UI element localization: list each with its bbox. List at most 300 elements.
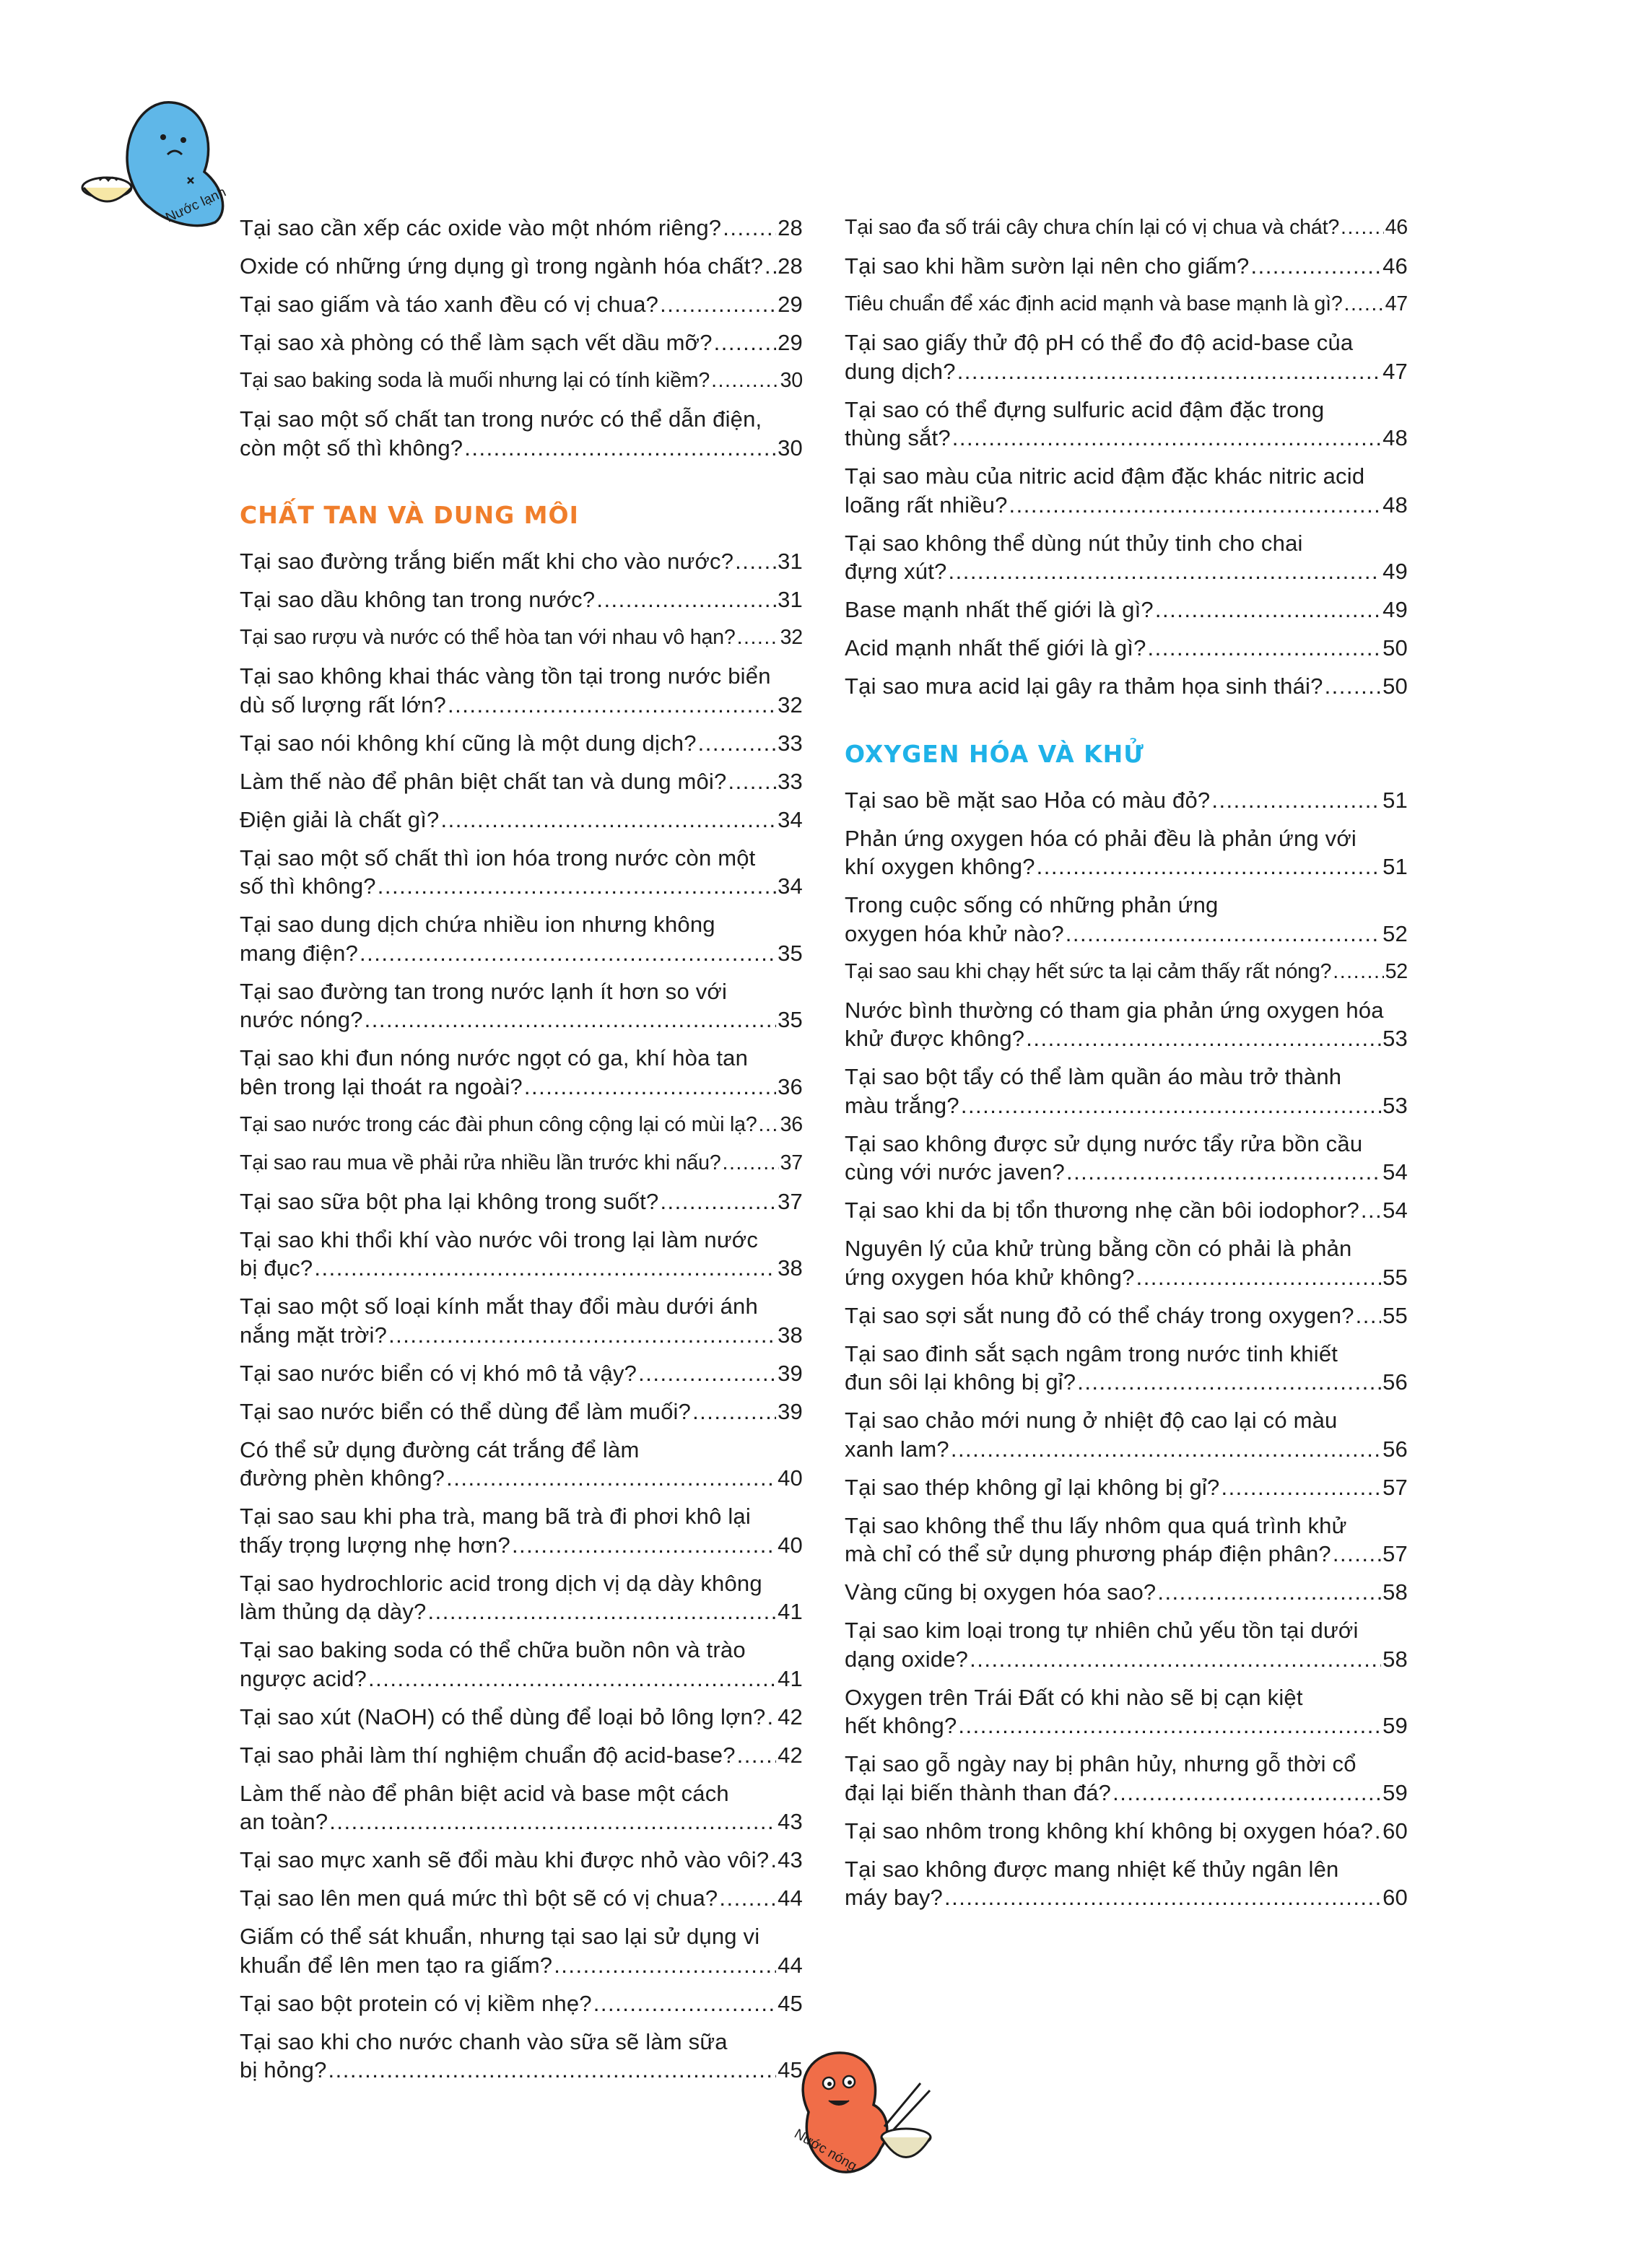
toc-entry-line: Tại sao màu của nitric acid đậm đặc khác nitric acid: [845, 463, 1365, 489]
dot-leader: [958, 1711, 1381, 1740]
page-number: 32: [778, 692, 803, 718]
dot-leader: [427, 1597, 776, 1626]
toc-entry-title: khử được không?: [845, 1026, 1025, 1051]
toc-entry-title: Tại sao bột protein có vị kiềm nhẹ?: [240, 1990, 592, 2016]
dot-leader: [328, 2056, 777, 2085]
page-number: 51: [1382, 787, 1408, 813]
toc-entry: [845, 1683, 1408, 1740]
toc-entry-last-line: [240, 328, 803, 357]
dot-leader: [329, 1807, 776, 1836]
page-number: 36: [780, 1112, 803, 1136]
toc-entry-last-line: [240, 1531, 803, 1560]
toc-entry-last-line: [240, 1884, 803, 1913]
dot-leader: [957, 357, 1381, 386]
toc-entry: [240, 1397, 803, 1426]
page-number: 38: [778, 1255, 803, 1281]
page-number: 39: [778, 1360, 803, 1386]
dot-leader: [952, 424, 1381, 453]
toc-entry-title: xanh lam?: [845, 1436, 949, 1462]
toc-entry-line: Tại sao không được mang nhiệt kế thủy ngân lên: [845, 1856, 1339, 1882]
toc-entry-title: Tại sao đa số trái cây chưa chín lại có vị chua và chát?: [845, 216, 1340, 239]
toc-entry-title: số thì không?: [240, 873, 376, 899]
toc-entry-line: Tại sao kim loại trong tự nhiên chủ yếu tồn tại dưới: [845, 1618, 1359, 1643]
page-number: 40: [778, 1532, 803, 1558]
dot-leader: [1361, 1196, 1381, 1225]
toc-entry: [240, 1502, 803, 1559]
dot-leader: [770, 1846, 776, 1875]
page-number: 45: [778, 2057, 803, 2082]
dot-leader: [1250, 252, 1381, 281]
toc-entry-title: Tại sao thép không gỉ lại không bị gỉ?: [845, 1474, 1220, 1500]
toc-entry-title: nắng mặt trời?: [240, 1322, 388, 1348]
page-number: 42: [778, 1742, 803, 1768]
toc-entry-title: cùng với nước javen?: [845, 1159, 1065, 1185]
page-number: 43: [778, 1809, 803, 1834]
page-number: 58: [1382, 1646, 1408, 1672]
dot-leader: [1009, 491, 1382, 520]
page-number: 49: [1382, 559, 1408, 584]
toc-entry-last-line: [240, 1397, 803, 1426]
toc-entry: [240, 405, 803, 462]
toc-entry: [845, 1130, 1408, 1187]
toc-entry-title: Vàng cũng bị oxygen hóa sao?: [845, 1579, 1157, 1605]
page-number: 49: [1382, 597, 1408, 622]
toc-entry-last-line: [240, 1951, 803, 1980]
dot-leader: [1221, 1473, 1381, 1502]
section-title-solutes: CHẤT TAN VÀ DUNG MÔI: [240, 501, 579, 529]
page-number: 33: [778, 730, 803, 756]
toc-entry-line: Tại sao đường tan trong nước lạnh ít hơn so với: [240, 978, 728, 1004]
toc-entry-last-line: [845, 958, 1408, 987]
page-number: 53: [1382, 1092, 1408, 1118]
toc-entry-title: nước nóng?: [240, 1007, 363, 1032]
dot-leader: [951, 1435, 1381, 1464]
toc-entry-last-line: [845, 1196, 1408, 1225]
toc-entry: [240, 1989, 803, 2018]
page-number: 53: [1382, 1026, 1408, 1051]
toc-entry-last-line: [845, 290, 1408, 319]
toc-entry-last-line: [240, 1321, 803, 1350]
toc-entry-last-line: [240, 1149, 803, 1178]
dot-leader: [388, 1321, 776, 1350]
dot-leader: [378, 872, 776, 901]
toc-entry-last-line: [845, 1368, 1408, 1397]
dot-leader: [448, 691, 776, 720]
toc-entry-title: Tại sao nói không khí cũng là một dung dịch?: [240, 730, 697, 756]
toc-entry-last-line: [845, 1817, 1408, 1846]
page-number: 59: [1382, 1713, 1408, 1738]
toc-entry-last-line: [240, 585, 803, 614]
page-number: 57: [1382, 1541, 1408, 1566]
toc-entry-last-line: [240, 252, 803, 281]
toc-entry-line: Tại sao không thể dùng nút thủy tinh cho chai: [845, 530, 1303, 556]
toc-entry-last-line: [240, 434, 803, 463]
dot-leader: [1211, 786, 1381, 815]
page-number: 34: [778, 873, 803, 899]
dot-leader: [944, 1883, 1381, 1912]
toc-entry-last-line: [240, 1703, 803, 1732]
toc-entry: [845, 328, 1408, 385]
toc-entry-last-line: [240, 806, 803, 834]
page-number: 52: [1385, 959, 1408, 983]
toc-entry-line: Tại sao khi cho nước chanh vào sữa sẽ làm sữa: [240, 2028, 728, 2054]
page-number: 44: [778, 1885, 803, 1911]
toc-entry-title: máy bay?: [845, 1885, 943, 1910]
page-number: 30: [780, 369, 803, 392]
page-number: 55: [1382, 1302, 1408, 1328]
toc-left-column: [240, 214, 803, 2094]
toc-entry-line: Tại sao đinh sắt sạch ngâm trong nước tinh khiết: [845, 1340, 1338, 1366]
toc-entry-line: Tại sao giấy thử độ pH có thể đo độ acid-base của: [845, 330, 1354, 355]
toc-entry-last-line: [240, 729, 803, 758]
toc-entry-line: Phản ứng oxygen hóa có phải đều là phản ứng với: [845, 825, 1357, 851]
dot-leader: [596, 585, 776, 614]
page-number: 34: [778, 806, 803, 832]
page-number: 58: [1382, 1579, 1408, 1605]
toc-entry: [240, 844, 803, 901]
toc-entry: [845, 1301, 1408, 1330]
toc-entry-last-line: [240, 1741, 803, 1770]
toc-entry-last-line: [240, 872, 803, 901]
toc-entry: [240, 1187, 803, 1216]
dot-leader: [698, 729, 776, 758]
toc-entry: [845, 786, 1408, 815]
toc-entry-last-line: [240, 367, 803, 396]
dot-leader: [446, 1464, 776, 1493]
toc-entry: [240, 1111, 803, 1140]
toc-entry-title: Tại sao mưa acid lại gây ra thảm họa sinh thái?: [845, 673, 1323, 699]
toc-entry-line: Tại sao không khai thác vàng tồn tại trong nước biển: [240, 663, 771, 689]
toc-entry-line: Giấm có thể sát khuẩn, nhưng tại sao lại sử dụng vi: [240, 1924, 760, 1949]
toc-entry-title: Base mạnh nhất thế giới là gì?: [845, 597, 1154, 622]
toc-entry-line: Trong cuộc sống có những phản ứng: [845, 892, 1219, 917]
toc-entry: [845, 958, 1408, 987]
dot-leader: [961, 1091, 1381, 1120]
toc-entry: [240, 547, 803, 576]
page-number: 37: [778, 1188, 803, 1214]
toc-entry-last-line: [240, 1111, 803, 1140]
toc-entry-title: Tiêu chuẩn để xác định acid mạnh và base mạnh là gì?: [845, 292, 1343, 315]
page-number: 44: [778, 1952, 803, 1978]
toc-entry: [845, 1750, 1408, 1807]
toc-entry: [240, 1359, 803, 1388]
cold-water-label: Nước lạnh: [163, 184, 229, 226]
toc-entry-last-line: [240, 1807, 803, 1836]
toc-entry-title: làm thủng dạ dày?: [240, 1599, 427, 1624]
toc-entry-last-line: [240, 1989, 803, 2018]
toc-entry: [845, 1616, 1408, 1673]
toc-entry-last-line: [845, 1645, 1408, 1674]
page-number: 60: [1382, 1818, 1408, 1844]
toc-entry: [240, 1846, 803, 1875]
toc-entry-last-line: [845, 1711, 1408, 1740]
toc-entry-last-line: [845, 1473, 1408, 1502]
toc-entry-title: đường phèn không?: [240, 1465, 445, 1491]
toc-entry: [845, 1512, 1408, 1569]
toc-entry: [240, 1636, 803, 1693]
toc-entry: [240, 1569, 803, 1626]
dot-leader: [660, 290, 776, 319]
toc-entry-title: Tại sao sợi sắt nung đỏ có thể cháy trong oxygen?: [845, 1302, 1354, 1328]
page-number: 55: [1382, 1264, 1408, 1290]
toc-entry: [845, 596, 1408, 624]
dot-leader: [767, 1703, 776, 1732]
toc-entry-title: khuẩn để lên men tạo ra giấm?: [240, 1952, 553, 1978]
dot-leader: [1344, 290, 1384, 319]
toc-entry: [845, 1063, 1408, 1120]
toc-entry-line: Tại sao khi đun nóng nước ngọt có ga, khí hòa tan: [240, 1045, 749, 1070]
page-number: 35: [778, 1007, 803, 1032]
toc-entry: [240, 1436, 803, 1493]
toc-entries-solutes: [240, 547, 803, 2085]
dot-leader: [1157, 1578, 1381, 1607]
page-number: 47: [1382, 358, 1408, 384]
toc-entry-title: thùng sắt?: [845, 425, 951, 450]
toc-entry: [240, 767, 803, 796]
toc-entry-title: Tại sao khi da bị tổn thương nhẹ cần bôi iodophor?: [845, 1198, 1359, 1223]
toc-entries-redox: [845, 786, 1408, 1912]
toc-entry-line: Có thể sử dụng đường cát trắng để làm: [240, 1436, 640, 1462]
toc-entry-last-line: [240, 691, 803, 720]
toc-entry-last-line: [845, 1158, 1408, 1187]
toc-entry: [240, 290, 803, 319]
toc-entry: [240, 1884, 803, 1913]
section-title-redox: OXYGEN HÓA VÀ KHỬ: [845, 739, 1144, 768]
toc-entry-title: bị hỏng?: [240, 2057, 327, 2082]
toc-entry: [240, 1292, 803, 1349]
toc-entry-title: bị đục?: [240, 1255, 313, 1281]
page-number: 35: [778, 940, 803, 966]
dot-leader: [638, 1359, 776, 1388]
toc-entry-last-line: [845, 1024, 1408, 1053]
toc-entry-last-line: [240, 1073, 803, 1102]
toc-entry-title: Acid mạnh nhất thế giới là gì?: [845, 635, 1146, 660]
toc-entry: [845, 996, 1408, 1053]
toc-entry-line: Tại sao có thể đựng sulfuric acid đậm đặc trong: [845, 396, 1325, 422]
toc-entry: [845, 529, 1408, 586]
page-number: 48: [1382, 492, 1408, 518]
toc-entry-last-line: [240, 1006, 803, 1034]
toc-entry: [240, 367, 803, 396]
toc-entry: [845, 1855, 1408, 1912]
toc-entry-title: loãng rất nhiều?: [845, 492, 1008, 518]
page-number: 54: [1382, 1159, 1408, 1185]
toc-entry-title: Tại sao nhôm trong không khí không bị oxygen hóa?: [845, 1818, 1373, 1844]
toc-entry-last-line: [845, 1883, 1408, 1912]
toc-entry-line: Tại sao hydrochloric acid trong dịch vị dạ dày không: [240, 1570, 762, 1596]
toc-entry: [240, 1703, 803, 1732]
toc-entry-last-line: [240, 939, 803, 968]
dot-leader: [593, 1989, 776, 2018]
toc-entry-last-line: [240, 1464, 803, 1493]
toc-entry-title: đun sôi lại không bị gỉ?: [845, 1369, 1076, 1395]
page-number: 56: [1382, 1436, 1408, 1462]
toc-entry-last-line: [845, 252, 1408, 281]
toc-entry-last-line: [845, 596, 1408, 624]
dot-leader: [728, 767, 776, 796]
toc-entry-last-line: [845, 786, 1408, 815]
dot-leader: [660, 1187, 776, 1216]
dot-leader: [692, 1397, 776, 1426]
toc-entry-last-line: [240, 214, 803, 243]
toc-entry-title: thấy trọng lượng nhẹ hơn?: [240, 1532, 510, 1558]
toc-entry-last-line: [845, 1578, 1408, 1607]
toc-entry-last-line: [240, 1359, 803, 1388]
toc-entry-title: ngược acid?: [240, 1665, 367, 1691]
page-number: 29: [778, 330, 803, 355]
toc-entry-title: an toàn?: [240, 1809, 328, 1834]
page-number: 59: [1382, 1779, 1408, 1805]
page-number: 36: [778, 1073, 803, 1099]
toc-entry: [240, 1044, 803, 1101]
page-number: 37: [780, 1151, 803, 1174]
toc-entry-last-line: [845, 672, 1408, 701]
dot-leader: [723, 214, 776, 243]
toc-entry: [845, 891, 1408, 948]
dot-leader: [1066, 1158, 1381, 1187]
page-number: 52: [1382, 920, 1408, 946]
dot-leader: [554, 1951, 776, 1980]
dot-leader: [737, 624, 779, 653]
toc-entry-last-line: [240, 547, 803, 576]
dot-leader: [1136, 1263, 1382, 1292]
toc-entry: [845, 672, 1408, 701]
toc-entry-title: Tại sao sau khi chạy hết sức ta lại cảm thấy rất nóng?: [845, 959, 1332, 983]
toc-entry: [845, 1578, 1408, 1607]
toc-entry-line: Oxygen trên Trái Đất có khi nào sẽ bị cạn kiệt: [845, 1684, 1303, 1710]
toc-entry-last-line: [845, 357, 1408, 386]
toc-entry-line: Tại sao baking soda có thể chữa buồn nôn và trào: [240, 1637, 746, 1662]
page-number: 31: [778, 587, 803, 612]
toc-entry: [845, 1196, 1408, 1225]
toc-entry: [845, 290, 1408, 319]
page-number: 41: [778, 1599, 803, 1624]
toc-entry-last-line: [845, 1091, 1408, 1120]
toc-entry-last-line: [845, 1779, 1408, 1807]
toc-entry-title: hết không?: [845, 1713, 957, 1738]
toc-entry-title: mà chỉ có thể sử dụng phương pháp điện phân?: [845, 1541, 1331, 1566]
dot-leader: [735, 547, 776, 576]
toc-entry: [845, 1406, 1408, 1463]
toc-entry-last-line: [845, 214, 1408, 243]
toc-entry-line: Tại sao khi thổi khí vào nước vôi trong lại làm nước: [240, 1226, 759, 1252]
toc-entry-last-line: [845, 491, 1408, 520]
toc-entry-title: Tại sao sữa bột pha lại không trong suốt?: [240, 1188, 659, 1214]
toc-entry-title: oxygen hóa khử nào?: [845, 920, 1064, 946]
dot-leader: [1333, 958, 1383, 987]
dot-leader: [970, 1645, 1381, 1674]
page-number: 51: [1382, 854, 1408, 879]
page-number: 31: [778, 549, 803, 574]
dot-leader: [464, 434, 776, 463]
toc-entry: [240, 214, 803, 243]
toc-entry-line: Tại sao sau khi pha trà, mang bã trà đi phơi khô lại: [240, 1504, 751, 1529]
toc-entry-line: Tại sao dung dịch chứa nhiều ion nhưng không: [240, 912, 715, 937]
toc-entry-last-line: [845, 1301, 1408, 1330]
toc-entry-last-line: [240, 2056, 803, 2085]
toc-entry-line: Nguyên lý của khử trùng bằng cồn có phải là phản: [845, 1236, 1352, 1261]
toc-entry-last-line: [240, 1846, 803, 1875]
toc-entry: [240, 806, 803, 834]
toc-entry-title: Tại sao nước biển có thể dùng để làm muối?: [240, 1398, 692, 1424]
page-number: 46: [1382, 253, 1408, 279]
toc-entry: [240, 1922, 803, 1979]
toc-entry-last-line: [845, 1263, 1408, 1292]
dot-leader: [1325, 672, 1382, 701]
toc-entry: [845, 1340, 1408, 1397]
page-number: 33: [778, 768, 803, 794]
dot-leader: [1333, 1540, 1381, 1569]
toc-entry-title: Tại sao nước trong các đài phun công cộng lại có mùi lạ?: [240, 1112, 757, 1136]
toc-entry-line: Tại sao không được sử dụng nước tẩy rửa bồn cầu: [845, 1130, 1363, 1156]
toc-entry-title: Tại sao dầu không tan trong nước?: [240, 587, 596, 612]
toc-entry-last-line: [845, 1540, 1408, 1569]
toc-entry-title: Tại sao nước biển có vị khó mô tả vậy?: [240, 1360, 637, 1386]
toc-entry: [240, 1226, 803, 1283]
toc-entry: [240, 585, 803, 614]
toc-entry: [845, 1234, 1408, 1291]
page-number: 30: [778, 435, 803, 461]
page-number: 41: [778, 1665, 803, 1691]
page-number: 54: [1382, 1198, 1408, 1223]
dot-leader: [1026, 1024, 1381, 1053]
dot-leader: [440, 806, 776, 834]
dot-leader: [512, 1531, 776, 1560]
toc-entry-title: Tại sao phải làm thí nghiệm chuẩn độ acid-base?: [240, 1742, 736, 1768]
toc-entry-title: Tại sao lên men quá mức thì bột sẽ có vị chua?: [240, 1885, 718, 1911]
toc-entry: [240, 910, 803, 967]
toc-entry-title: Tại sao đường trắng biến mất khi cho vào nước?: [240, 549, 734, 574]
dot-leader: [711, 367, 779, 396]
dot-leader: [1155, 596, 1381, 624]
toc-entry-line: Tại sao không thể thu lấy nhôm qua quá trình khử: [845, 1512, 1347, 1538]
toc-entry-title: còn một số thì không?: [240, 435, 463, 461]
toc-entries-right-top: [845, 214, 1408, 701]
toc-entry-title: dù số lượng rất lớn?: [240, 692, 446, 718]
page-number: 32: [780, 626, 803, 649]
page-number: 50: [1382, 673, 1408, 699]
toc-right-column: [845, 214, 1408, 1922]
toc-entry-last-line: [240, 1254, 803, 1283]
toc-entry: [240, 729, 803, 758]
hot-water-label: Nước nóng: [791, 2126, 860, 2174]
toc-entry-title: đựng xút?: [845, 559, 947, 584]
toc-entry-line: Tại sao chảo mới nung ở nhiệt độ cao lại có màu: [845, 1408, 1338, 1433]
page-number: 46: [1385, 216, 1408, 239]
toc-entry-line: Tại sao bột tẩy có thể làm quần áo màu trở thành: [845, 1064, 1342, 1089]
page-number: 43: [778, 1847, 803, 1872]
toc-entry: [845, 1817, 1408, 1846]
toc-entry-title: dạng oxide?: [845, 1646, 969, 1672]
toc-entry: [240, 2028, 803, 2085]
cold-water-mascot: [78, 92, 244, 230]
toc-entry: [845, 1473, 1408, 1502]
dot-leader: [360, 939, 776, 968]
toc-entry-last-line: [240, 1665, 803, 1693]
toc-entry: [240, 1779, 803, 1836]
toc-entry: [240, 328, 803, 357]
toc-entry-title: Tại sao bề mặt sao Hỏa có màu đỏ?: [845, 787, 1211, 813]
dot-leader: [1077, 1368, 1381, 1397]
toc-entry: [845, 462, 1408, 519]
toc-entry-line: Tại sao một số chất tan trong nước có thể dẫn điện,: [240, 406, 762, 432]
toc-entry-title: Tại sao xút (NaOH) có thể dùng để loại bỏ lông lợn?: [240, 1704, 766, 1730]
dot-leader: [759, 1111, 779, 1140]
toc-entry-title: Tại sao giấm và táo xanh đều có vị chua?: [240, 292, 659, 317]
toc-entry: [845, 634, 1408, 663]
dot-leader: [1066, 920, 1381, 948]
dot-leader: [1341, 214, 1384, 243]
